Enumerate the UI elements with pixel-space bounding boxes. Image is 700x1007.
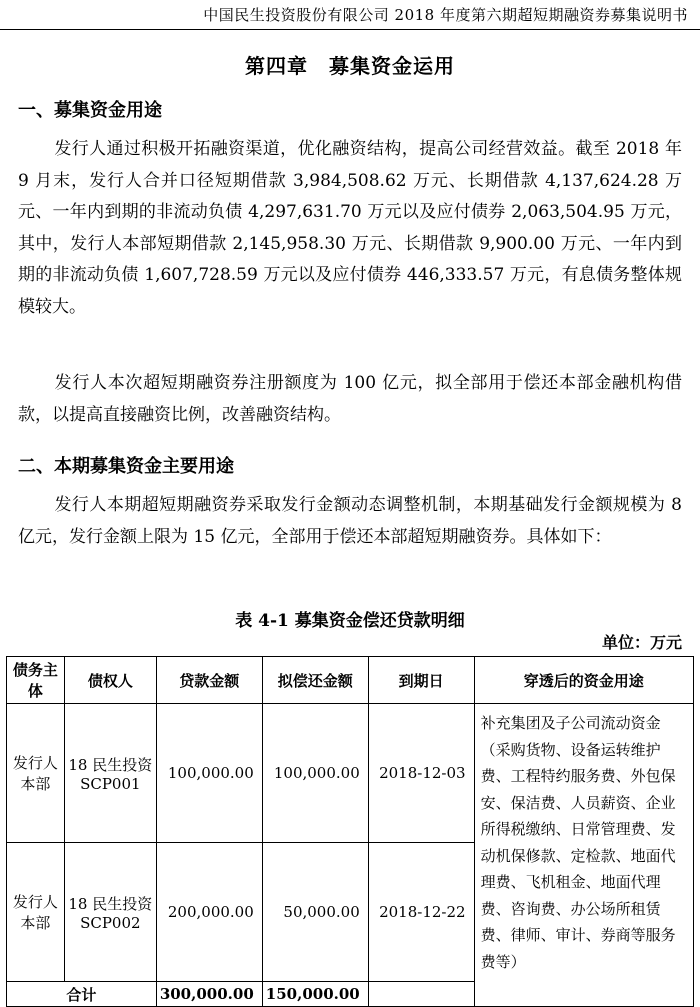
header-fund-usage: 穿透后的资金用途: [474, 657, 693, 704]
header-divider: [0, 29, 700, 30]
repayment-table: [6, 656, 694, 1007]
section1-paragraph-2: 发行人本次超短期融资券注册额度为 100 亿元，拟全部用于偿还本部金融机构借款，以提高直接融资比例，改善融资结构。: [18, 373, 682, 425]
cell-creditor: 18 民生投资 SCP001: [64, 704, 156, 843]
section-heading-1: 一、募集资金用途: [18, 100, 162, 121]
header-debtor: 债务主体: [7, 657, 65, 704]
header-creditor: 债权人: [64, 657, 156, 704]
cell-loan-amount: 200,000.00: [156, 843, 262, 982]
cell-repay-amount: 100,000.00: [262, 704, 368, 843]
table-row: [7, 704, 694, 843]
total-loan-amount: 300,000.00: [156, 982, 262, 1007]
total-label: 合计: [7, 982, 157, 1007]
table-unit: 单位：万元: [601, 633, 682, 652]
cell-creditor: 18 民生投资 SCP002: [64, 843, 156, 982]
header-repay-amount: 拟偿还金额: [262, 657, 368, 704]
document-header: 中国民生投资股份有限公司 2018 年度第六期超短期融资券募集说明书: [203, 6, 688, 24]
total-repay-amount: 150,000.00: [262, 982, 368, 1007]
cell-due-date: 2018-12-03: [368, 704, 474, 843]
table-title: 表 4-1 募集资金偿还贷款明细: [235, 611, 465, 631]
section2-paragraph-1: 发行人本期超短期融资券采取发行金额动态调整机制，本期基础发行金额规模为 8 亿元，发行金额上限为 15 亿元，全部用于偿还本部超短期融资券。具体如下：: [18, 495, 682, 547]
header-due-date: 到期日: [368, 657, 474, 704]
header-loan-amount: 贷款金额: [156, 657, 262, 704]
table-header-row: [7, 657, 694, 704]
cell-loan-amount: 100,000.00: [156, 704, 262, 843]
section-heading-2: 二、本期募集资金主要用途: [18, 456, 234, 477]
section1-paragraph-1: 发行人通过积极开拓融资渠道，优化融资结构，提高公司经营效益。截至 2018 年 9 月末，发行人合并口径短期借款 3,984,508.62 万元、长期借款 4,137,624.28 万元、一年内到期的非流动负债 4,297,631.70 万元以及应付债券 2,063,504.95 万元，其中，发行人本部短期借款 2,145,958.30 万元、长期借款 9,900.00 万元、一年内到期的非流动负债 1,607,728.59 万元以及应付债券 446,333.57 万元，有息债务整体规模较大。: [18, 139, 682, 317]
total-empty-cell: [368, 982, 474, 1007]
cell-fund-usage: 补充集团及子公司流动资金（采购货物、设备运转维护费、工程特约服务费、外包保安、保洁费、人员薪资、企业所得税缴纳、日常管理费、发动机保修款、定检款、地面代理费、飞机租金、地面代理费、咨询费、办公场所租赁费、律师、审计、券商等服务费等）: [474, 704, 693, 1007]
chapter-title: 第四章 募集资金运用: [245, 54, 455, 78]
cell-due-date: 2018-12-22: [368, 843, 474, 982]
cell-debtor: 发行人本部: [7, 704, 65, 843]
cell-debtor: 发行人本部: [7, 843, 65, 982]
cell-repay-amount: 50,000.00: [262, 843, 368, 982]
